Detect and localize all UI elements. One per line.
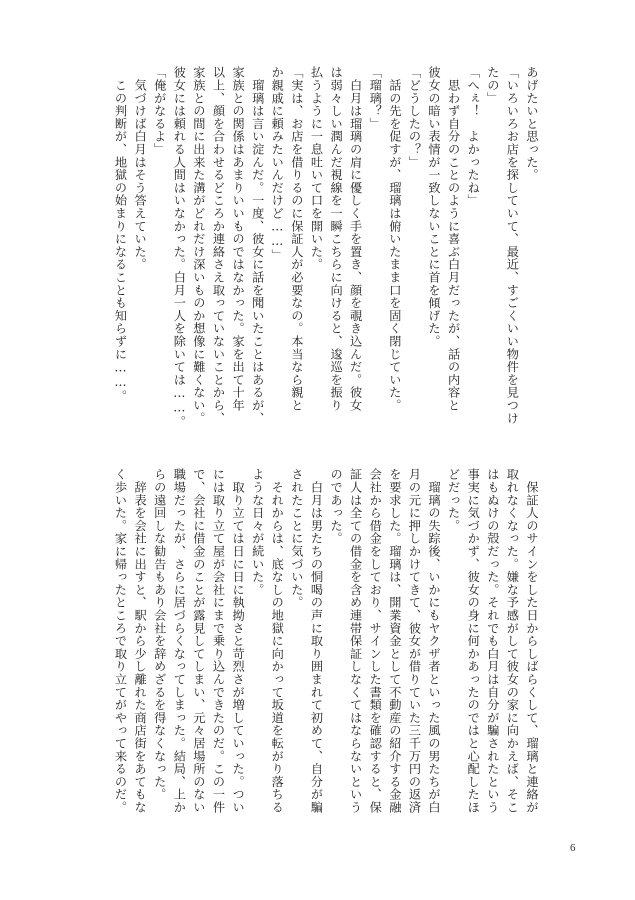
text-line: 月の元に押しかけてきて、彼女が借りていた三千万円の返済 [407, 468, 422, 814]
text-line: どだった。 [446, 468, 461, 532]
text-line: 保証人のサインをした日からしばらくして、瑠璃と連絡が [525, 468, 539, 814]
text-line: 白月は瑠璃の肩に優しく手を置き、顔を覗き込んだ。彼女 [348, 66, 363, 412]
text-line: 取れなくなった。嫌な予感がして彼女の家に向かえば、そこ [505, 468, 520, 814]
text-line: 白月は男たちの恫喝の声に取り囲まれて初めて、自分が騙 [309, 468, 324, 814]
text-line: この判断が、地獄の始まりになることも知らずに……。 [113, 66, 128, 403]
page-number: 6 [570, 842, 576, 854]
text-line: で、会社に借金のことが露見してしまい、元々居場所のない [191, 468, 206, 814]
text-line: のであった。 [329, 468, 344, 545]
text-line: 以上、顔を合わせるどころか連絡さえ取っていないことから、 [211, 66, 226, 425]
text-line: 辞表を会社に出すと、駅から少し離れた商店街をあてもな [133, 468, 148, 814]
text-line: 会社から借金をしており、サインした書類を確認すると、保 [368, 468, 383, 814]
text-line: 話の先を促すが、瑠璃は俯いたまま口を固く閉じていた。 [387, 66, 402, 412]
text-line: 思わず自分のことのように喜ぶ白月だったが、話の内容と [446, 66, 461, 412]
text-line: 証人は全ての借金を含め連帯保証しなくてはならないという [348, 468, 363, 814]
text-line: を要求した。瑠璃は、開業資金として不動産の紹介する金融 [387, 468, 402, 814]
text-line: 家族との間に出来た溝がどれだけ深いものか想像に難くない。 [191, 66, 206, 425]
text-line: らの遠回しな勧告もあり会社を辞めざるを得なくなった。 [152, 468, 167, 801]
text-line: 事実に気づかず、彼女の身に何かあったのではと心配したほ [466, 468, 481, 814]
text-line: 職場だったが、さらに居づらくなってしまった。結局、上か [172, 468, 187, 814]
text-line: 「いろいろお店を探していて、最近、すごくいい物件を見つけ [505, 66, 520, 425]
text-line: ような日々が続いた。 [250, 468, 265, 596]
text-line: 「実は、お店を借りるのに保証人が必要なの。本当なら親と [289, 66, 304, 412]
text-line: 気づけば白月はそう答えていた。 [133, 66, 148, 271]
text-line: はもぬけの殻だった。それでも白月は自分が騙されたという [485, 468, 500, 814]
text-line: く歩いた。家に帰ったところで取り立てがやって来るのだ。 [113, 468, 128, 814]
text-line: 「俺がなるよ」 [152, 66, 167, 156]
text-line: 彼女の暗い表情が一致しないことに首を傾げた。 [427, 66, 442, 348]
text-line: あげたいと思った。 [525, 66, 539, 182]
text-line: 瑠璃は言い淀んだ。一度、彼女に話を聞いたことはあるが、 [250, 66, 265, 425]
text-line: 払うように一息吐いて口を開いた。 [309, 66, 324, 271]
text-line: は弱々しい潤んだ視線を一瞬こちらに向けると、逡巡を振り [329, 66, 344, 412]
text-line: たの」 [485, 66, 500, 105]
text-line: 家族との関係はあまりいいものではなかった。家を出て十年 [231, 66, 246, 412]
text-line: 「へぇ！ よかったね」 [466, 66, 481, 207]
text-line: 取り立ては日に日に執拗さと苛烈さが増していった。つい [231, 468, 246, 814]
text-line: には取り立て屋が会社にまで乗り込んできたのだ。この一件 [211, 468, 226, 814]
text-line: それからは、底なしの地獄に向かって坂道を転がり落ちる [270, 468, 285, 814]
top-text-block [113, 66, 541, 448]
text-line: 「瑠璃？」 [368, 66, 383, 130]
bottom-text-block [113, 468, 541, 850]
text-line: 瑠璃の失踪後、いかにもヤクザ者といった風の男たちが白 [427, 468, 442, 814]
text-line: 彼女には頼れる人間はいなかった。白月一人を除いては……。 [172, 66, 187, 428]
text-line: か親戚に頼みたいんだけど……」 [270, 66, 285, 262]
text-line: 「どうしたの？」 [407, 66, 422, 169]
text-line: されたことに気づいた。 [289, 468, 304, 609]
